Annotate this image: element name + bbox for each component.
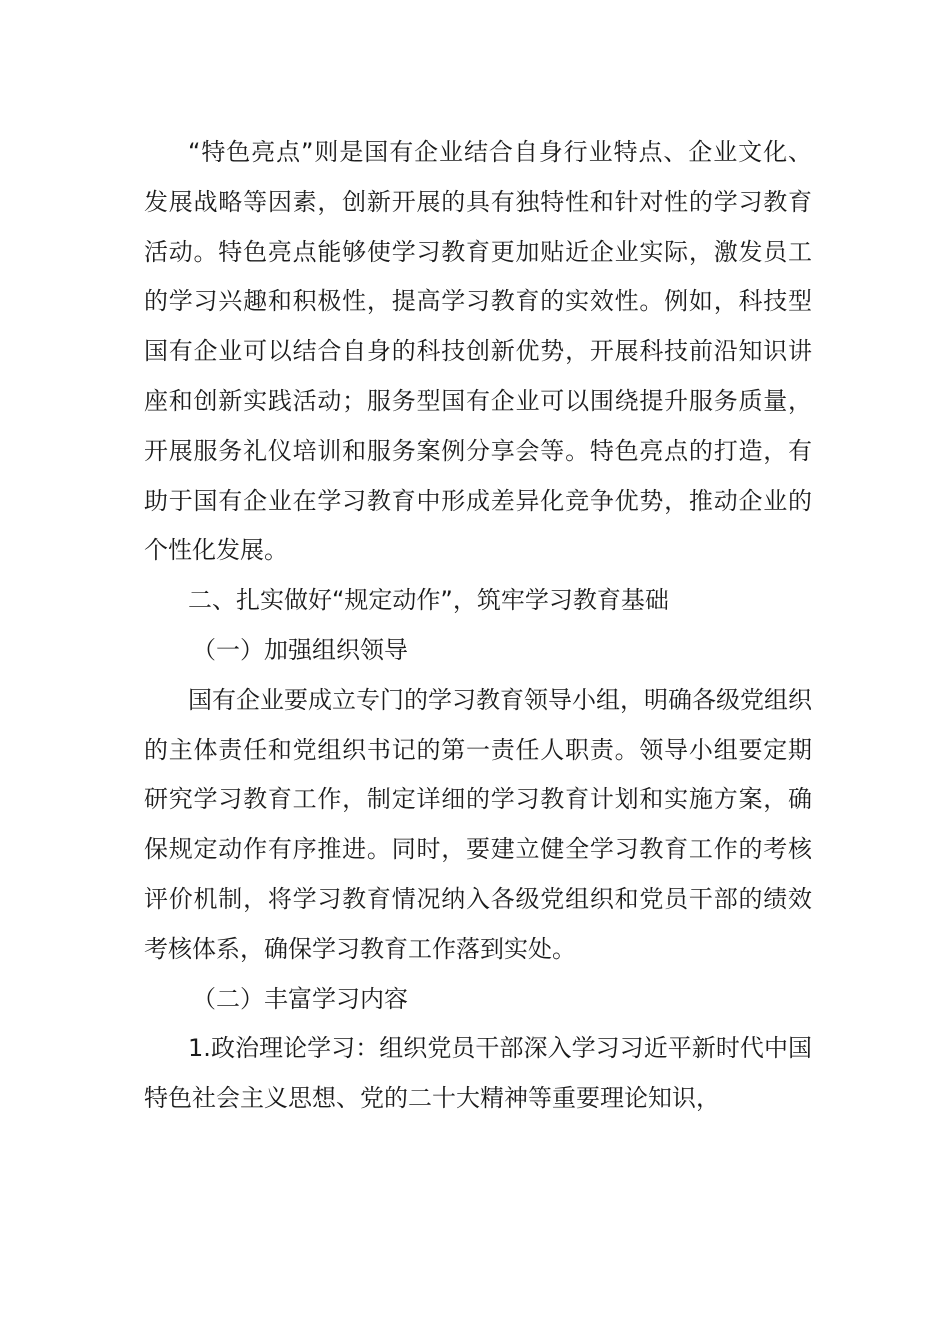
- subsection-heading-organization: （一）加强组织领导: [192, 635, 408, 664]
- document-body: [144, 128, 812, 1124]
- subsection-heading-content: （二）丰富学习内容: [192, 984, 408, 1013]
- paragraph-political-theory: 1.政治理论学习：组织党员干部深入学习习近平新时代中国特色社会主义思想、党的二十大精神等重要理论知识，: [144, 1034, 812, 1113]
- paragraph-organization-leadership: 国有企业要成立专门的学习教育领导小组，明确各级党组织的主体责任和党组织书记的第一责任人职责。领导小组要定期研究学习教育工作，制定详细的学习教育计划和实施方案，确保规定动作有序推进。同时，要建立健全学习教育工作的考核评价机制，将学习教育情况纳入各级党组织和党员干部的绩效考核体系，确保学习教育工作落到实处。: [144, 685, 812, 963]
- paragraph-feature-highlights: “特色亮点”则是国有企业结合自身行业特点、企业文化、发展战略等因素，创新开展的具有独特性和针对性的学习教育活动。特色亮点能够使学习教育更加贴近企业实际，激发员工的学习兴趣和积极性，提高学习教育的实效性。例如，科技型国有企业可以结合自身的科技创新优势，开展科技前沿知识讲座和创新实践活动；服务型国有企业可以围绕提升服务质量，开展服务礼仪培训和服务案例分享会等。特色亮点的打造，有助于国有企业在学习教育中形成差异化竞争优势，推动企业的个性化发展。: [144, 138, 812, 565]
- section-heading-2: 二、扎实做好“规定动作”，筑牢学习教育基础: [188, 586, 669, 615]
